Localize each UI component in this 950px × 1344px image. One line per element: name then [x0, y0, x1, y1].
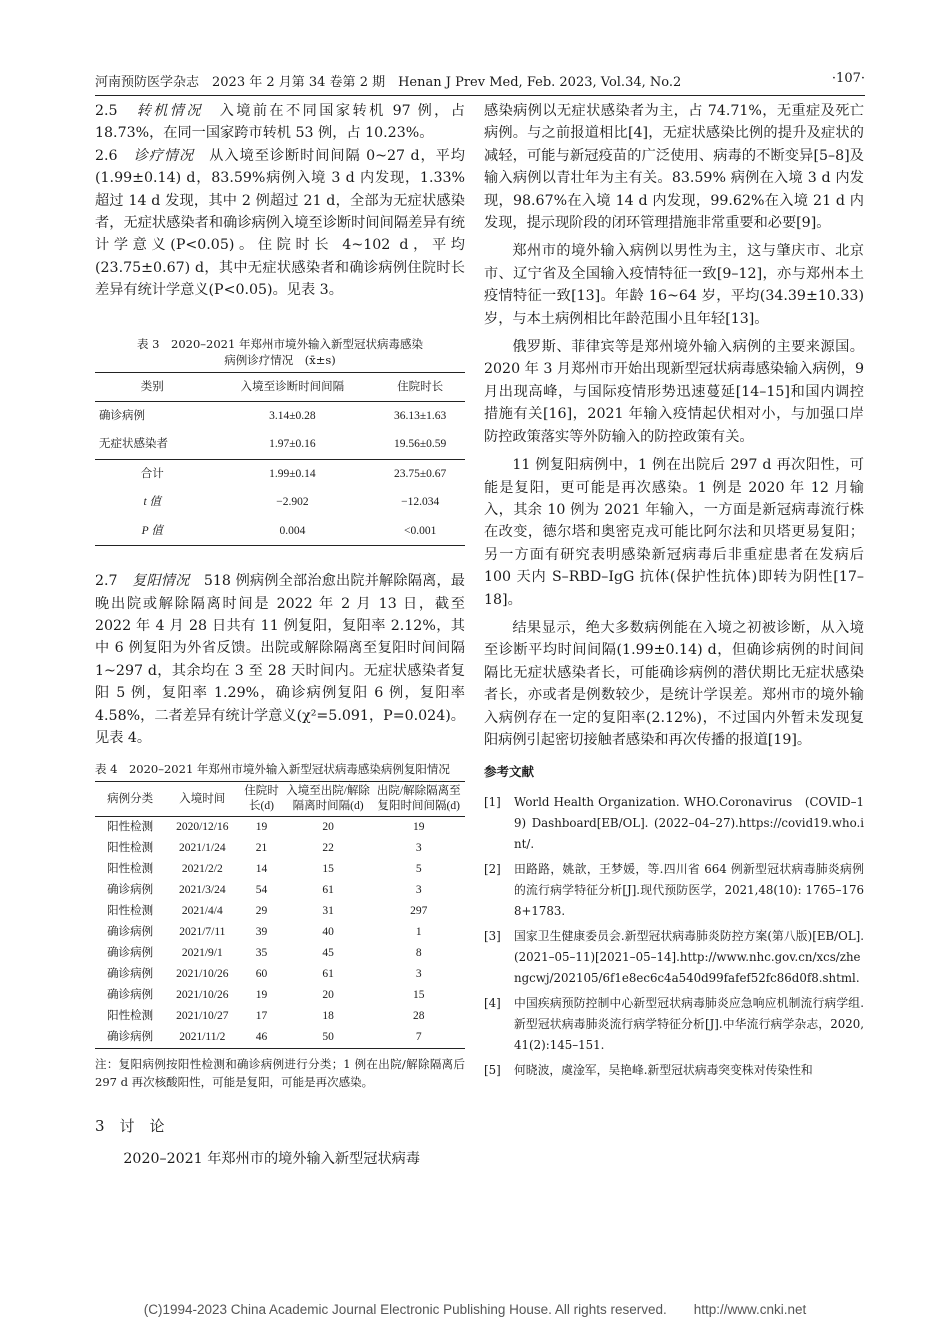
table4-header: 入境时间: [179, 792, 226, 805]
table-row: 确诊病例 3.14±0.28 36.13±1.63: [99, 410, 447, 423]
section-2-7: 2.7 复阳情况 518 例病例全部治愈出院并解除隔离，最晚出院或解除隔离时间是 2022 年 2 月 13 日，截至 2022 年 4 月 28 日共有 11 例复阳，复阳率 2.12%，其中 6 例复阳为外省反馈。出院或解除隔离至复阳时间间隔 1~297 d，其余均在 3 至 28 天时间内。无症状感染者复阳 5 例，复阳率 1.29%，确诊病例复阳 6 例，复阳率 4.58%，二者差异有统计学意义(χ²=5.091，P=0.024)。见表 4。: [95, 573, 465, 746]
table3-header: 类别: [140, 380, 164, 393]
table-row: t 值 −2.902 −12.034: [143, 496, 440, 509]
right-column: [484, 100, 864, 1085]
journal-info: 河南预防医学杂志 2023 年 2 月第 34 卷第 2 期 Henan J Prev Med, Feb. 2023, Vol.34, No.2: [95, 75, 682, 90]
table3-header: 住院时长: [397, 380, 444, 393]
table-row: 无症状感染者 1.97±0.16 19.56±0.59: [95, 430, 465, 459]
table-row: 确诊病例 2021/3/24 54 61 3: [107, 884, 422, 897]
reference-item: [4] 中国疾病预防控制中心新型冠状病毒肺炎应急响应机制流行病学组.新型冠状病毒肺炎流行病学特征分析[J].中华流行病学杂志，2020,41(2):145–151.: [484, 995, 864, 1052]
table3: [95, 372, 465, 546]
reference-item: [3] 国家卫生健康委员会.新型冠状病毒肺炎防控方案(第八版)[EB/OL]. (2021–05–11)[2021–05–14].http://www.nhc.gov.cn/xcs/zhengcwj/202105/6f1e8ec6c4a540d99fafef52fc86d0f8.shtml.: [484, 928, 864, 985]
paragraph: 11 例复阳病例中，1 例在出院后 297 d 再次阳性，可能是复阳，更可能是再次感染。1 例是 2020 年 12 月输入，其余 10 例为 2021 年输入，一方面是新冠病毒流行株在改变，德尔塔和奥密克戎可能比阿尔法和贝塔更易复阳；另一方面有研究表明感染新冠病毒后非重症患者在发病后 100 天内 S–RBD–IgG 抗体(保护性抗体)即转为阴性[17–18]。: [484, 457, 864, 608]
table-row: 确诊病例 2021/7/11 39 40 1: [107, 926, 422, 939]
paragraph: 结果显示，绝大多数病例能在入境之初被诊断，从入境至诊断平均时间间隔(1.99±0.14) d，但确诊病例的时间间隔比无症状感染者长，可能确诊病例的潜伏期比无症状感染者长，亦或者是例数较少，是统计学误差。郑州市的境外输入病例存在一定的复阳率(2.12%)，不过国内外暂未发现复阳病例引起密切接触者感染和再次传播的报道[19]。: [484, 619, 864, 748]
reference-item: [1] World Health Organization. WHO.Coronavirus (COVID–19) Dashboard[EB/OL]. (2022–04–27).https://covid19.who.int/.: [484, 794, 864, 851]
table3-caption: 表 3 2020–2021 年郑州市境外输入新型冠状病毒感染 病例诊疗情况 (x̄±s): [137, 336, 423, 367]
table4-header: 住院时长(d): [244, 785, 279, 813]
section-2-5: 2.5 转机情况 入境前在不同国家转机 97 例，占 18.73%，在同一国家跨市转机 53 例，占 10.23%。: [95, 103, 465, 142]
table-row: 确诊病例 2021/10/26 19 20 15: [107, 989, 425, 1002]
table4-header: 病例分类: [107, 792, 154, 805]
section-3-heading: 3 讨 论: [95, 1117, 165, 1136]
table-row: 阳性检测 2021/10/27 17 18 28: [107, 1010, 425, 1023]
table-row: 阳性检测 2021/1/24 21 22 3: [107, 842, 422, 855]
table-row: 合计 1.99±0.14 23.75±0.67: [140, 467, 447, 480]
table-row: 阳性检测 2021/4/4 29 31 297: [107, 905, 428, 918]
table4-header: 入境至出院/解除隔离时间隔(d): [286, 785, 370, 813]
table-row: 确诊病例 2021/10/26 60 61 3: [107, 968, 422, 981]
paragraph: 郑州市的境外输入病例以男性为主，这与肇庆市、北京市、辽宁省及全国输入疫情特征一致[9–12]，亦与郑州本土疫情特征一致[13]。年龄 16~64 岁，平均(34.39±10.33)岁，与本土病例相比年龄范围小且年轻[13]。: [484, 243, 864, 327]
paragraph: 感染病例以无症状感染者为主，占 74.71%，无重症及死亡病例。与之前报道相比[4]，无症状感染比例的提升及症状的减轻，可能与新冠疫苗的广泛使用、病毒的不断变异[5–8]及输入病例以青壮年为主有关。83.59% 病例在入境 3 d 内发现，98.67%在入境 14 d 内发现，99.62%在入境 21 d 内发现，提示现阶段的闭环管理措施非常重要和必要[9]。: [484, 103, 864, 232]
running-header: [95, 71, 865, 90]
table3-header: 入境至诊断时间间隔: [240, 380, 345, 393]
table-row: P 值 0.004 <0.001: [95, 517, 465, 546]
copyright-footer: (C)1994-2023 China Academic Journal Electronic Publishing House. All rights reserved. http://www.cnki.net: [143, 1302, 807, 1317]
table-row: 确诊病例 2021/9/1 35 45 8: [107, 947, 422, 960]
table-row: 阳性检测 2021/2/2 14 15 5: [107, 863, 422, 876]
table-row: 阳性检测 2020/12/16 19 20 19: [107, 821, 425, 834]
references-heading: 参考文献: [484, 764, 535, 780]
discussion-paragraph: 2020–2021 年郑州市的境外输入新型冠状病毒: [123, 1150, 421, 1167]
header-rule: [95, 95, 865, 96]
left-column: [95, 100, 465, 1170]
page-number: ·107·: [831, 71, 865, 86]
table-row: 确诊病例 2021/11/2 46 50 7: [95, 1027, 465, 1049]
table4-header: 出院/解除隔离至复阳时间间隔(d): [376, 785, 461, 813]
table4: [95, 781, 465, 1049]
table4-caption: 表 4 2020–2021 年郑州市境外输入新型冠状病毒感染病例复阳情况: [95, 762, 450, 777]
reference-item: [5] 何晓波，虞淦军，吴艳峰.新型冠状病毒突变株对传染性和: [484, 1062, 813, 1077]
reference-item: [2] 田路路，姚歆，王梦媛，等.四川省 664 例新型冠状病毒肺炎病例的流行病学特征分析[J].现代预防医学，2021,48(10): 1765–1768+1783.: [484, 861, 864, 918]
paragraph: 俄罗斯、菲律宾等是郑州境外输入病例的主要来源国。2020 年 3 月郑州市开始出现新型冠状病毒感染输入病例，9 月出现高峰，与国际疫情形势迅速蔓延[14–15]和国内调控措施有关[16]，2021 年输入疫情起伏相对小，与加强口岸防控政策落实等外防输入的防控政策有关。: [484, 339, 864, 445]
section-2-6: 2.6 诊疗情况 从入境至诊断时间间隔 0~27 d，平均(1.99±0.14) d，83.59%病例入境 3 d 内发现，1.33% 超过 14 d 发现，其中 2 例超过 21 d，全部为无症状感染者，无症状感染者和确诊病例入境至诊断时间间隔差异有统计学意义(P<0.05)。住院时长 4~102 d，平均(23.75±0.67) d，其中无症状感染者和确诊病例住院时长差异有统计学意义(P<0.05)。见表 3。: [95, 147, 465, 299]
table4-note: 注：复阳病例按阳性检测和确诊病例进行分类；1 例在出院/解除隔离后 297 d 再次核酸阳性，可能是复阳，可能是再次感染。: [95, 1057, 465, 1090]
